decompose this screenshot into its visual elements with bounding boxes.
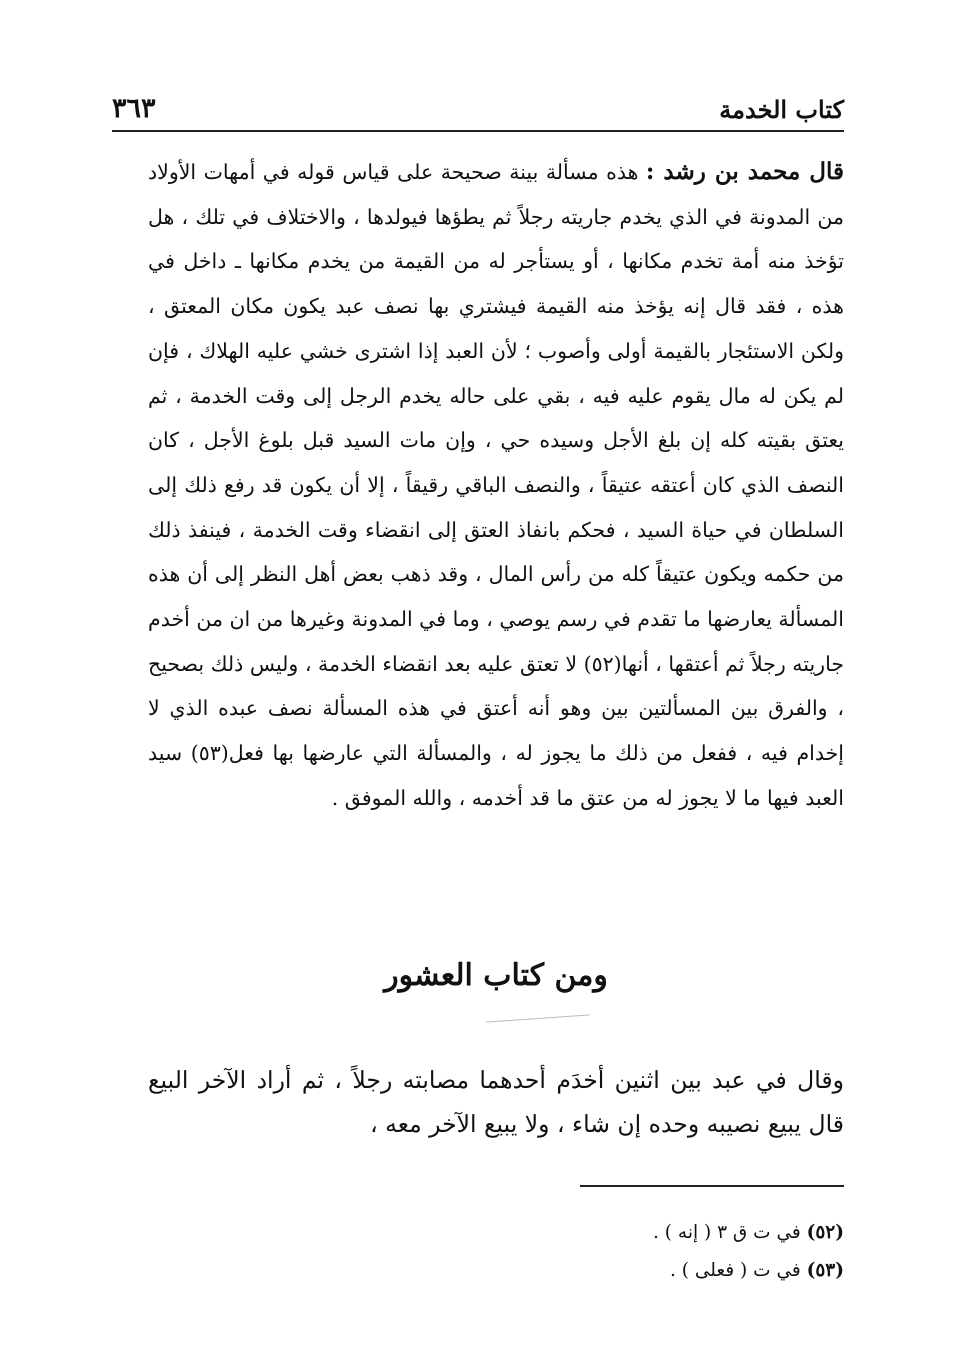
footnote <box>400 1214 844 1252</box>
footnote <box>400 1252 844 1290</box>
main-paragraph <box>148 150 844 821</box>
section-heading: ومن كتاب العشور <box>384 958 608 993</box>
paragraph-text: هذه مسألة بينة صحيحة على قياس قوله في أمهات الأولاد من المدونة في الذي يخدم جاريته رجلاً ثم يطؤها فيولدها ، والاختلاف في تلك ، هل تؤخذ منه أمة تخدم مكانها ، أو يستأجر له من القيمة من يخدم مكانها ـ داخل في هذه ، فقد قال إنه يؤخذ منه القيمة فيشتري بها نصف عبد يكون مكان المعتق ، ولكن الاستئجار بالقيمة أولى وأصوب ؛ لأن العبد إذا اشترى خشي عليه الهلاك ، فإن لم يكن له مال يقوم عليه فيه ، بقي على حاله يخدم الرجل إلى وقت الخدمة ، ثم يعتق بقيته كله إن بلغ الأجل وسيده حي ، وإن مات السيد قبل بلوغ الأجل ، كان النصف الذي كان أعتقه عتيقاً ، والنصف الباقي رقيقاً ، إلا أن يكون قد رفع ذلك إلى السلطان في حياة السيد ، فحكم بانفاذ العتق إلى انقضاء وقت الخدمة ، فينفذ ذلك من حكمه ويكون عتيقاً كله من رأس المال ، وقد ذهب بعض أهل النظر إلى أن هذه المسألة يعارضها ما تقدم في رسم يوصي ، وما في المدونة وغيرها من ان من أخدم جاريته رجلاً ثم أعتقها ، أنها(٥٢) لا تعتق عليه بعد انقضاء الخدمة ، وليس ذلك بصحيح ، والفرق بين المسألتين بين وهو أنه أعتق في هذه المسألة نصف عبده الذي لا إخدام فيه ، ففعل من ذلك ما يجوز له ، والمسألة التي عارضها بها فعل(٥٣) سيد العبد فيها ما لا يجوز له من عتق ما قد أخدمه ، والله الموفق . <box>148 160 844 810</box>
footnote-text: في ت ( فعلى ) . <box>670 1260 807 1281</box>
footnotes <box>400 1214 844 1290</box>
footnote-text: في ت ق ٣ ( إنه ) . <box>653 1222 807 1243</box>
footnote-divider <box>580 1185 844 1187</box>
header-divider <box>112 130 844 132</box>
page-number: ٣٦٣ <box>112 93 156 124</box>
footnote-number: (٥٣) <box>806 1260 844 1281</box>
page-header <box>112 84 844 124</box>
running-title: كتاب الخدمة <box>719 95 844 124</box>
section-paragraph: وقال في عبد بين اثنين أخدَم أحدهما مصابته رجلاً ، ثم أراد الآخر البيع قال يبيع نصيبه وحده إن شاء ، ولا يبيع الآخر معه ، <box>148 1066 844 1138</box>
footnote-number: (٥٢) <box>806 1222 844 1243</box>
heading-divider <box>486 1014 590 1022</box>
paragraph-lead: قال محمد بن رشد : <box>645 158 844 185</box>
